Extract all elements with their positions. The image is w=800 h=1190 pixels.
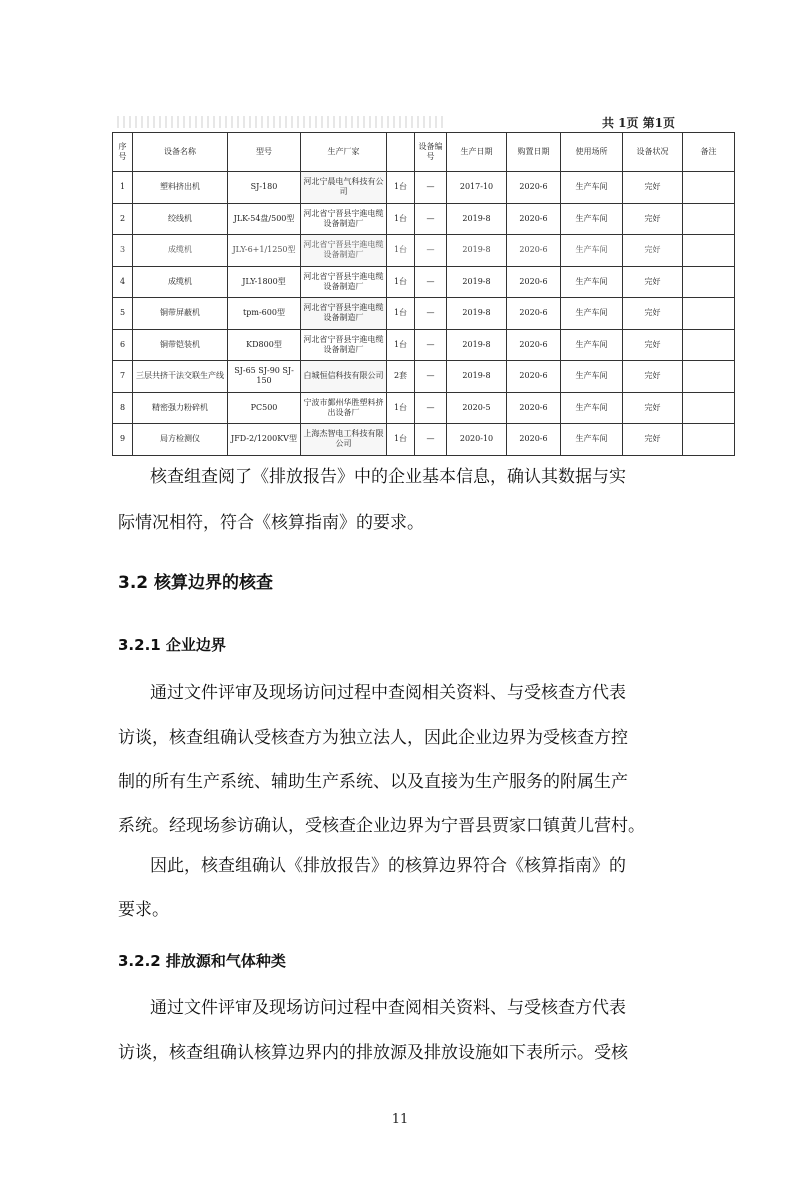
table-row — [113, 424, 735, 456]
cell-model: KD800型 — [228, 329, 301, 361]
cell-purchase-date: 2020-6 — [507, 172, 561, 204]
col-header-model: 型号 — [228, 133, 301, 172]
cell-model: JLK-54盘/500型 — [228, 203, 301, 235]
cell-number: — — [415, 298, 447, 330]
paragraph-1-line-2: 际情况相符，符合《核算指南》的要求。 — [118, 513, 424, 533]
cell-name: 铜带屏蔽机 — [133, 298, 228, 330]
paragraph-2-line-3: 制的所有生产系统、辅助生产系统、以及直接为生产服务的附属生产 — [118, 772, 628, 792]
cell-location: 生产车间 — [561, 266, 623, 298]
cell-status: 完好 — [623, 392, 683, 424]
cell-qty: 1台 — [387, 203, 415, 235]
cell-manufacturer: 上海杰智电工科技有限公司 — [301, 424, 387, 456]
cell-status: 完好 — [623, 298, 683, 330]
cell-number: — — [415, 203, 447, 235]
cell-index: 9 — [113, 424, 133, 456]
cell-manufacturer: 河北省宁晋县宇進电缆设备制造厂 — [301, 266, 387, 298]
cell-model: SJ-65 SJ-90 SJ-150 — [228, 361, 301, 393]
cell-name: 铜带铠装机 — [133, 329, 228, 361]
cell-purchase-date: 2020-6 — [507, 392, 561, 424]
cell-qty: 1台 — [387, 329, 415, 361]
cell-number: — — [415, 172, 447, 204]
cell-prod-date: 2017-10 — [447, 172, 507, 204]
cell-location: 生产车间 — [561, 203, 623, 235]
cell-number: — — [415, 424, 447, 456]
table-row — [113, 298, 735, 330]
cell-location: 生产车间 — [561, 361, 623, 393]
paragraph-2-line-4: 系统。经现场参访确认，受核查企业边界为宁晋县贾家口镇黄儿营村。 — [118, 816, 645, 836]
table-header-row — [113, 133, 735, 172]
col-header-location: 使用场所 — [561, 133, 623, 172]
table-page-info: 共 1页 第1页 — [601, 116, 675, 130]
cell-prod-date: 2019-8 — [447, 361, 507, 393]
cell-name: 绞线机 — [133, 203, 228, 235]
cell-index: 4 — [113, 266, 133, 298]
cell-index: 5 — [113, 298, 133, 330]
cell-remark — [683, 424, 735, 456]
cell-qty: 2套 — [387, 361, 415, 393]
cell-number: — — [415, 361, 447, 393]
cell-prod-date: 2019-8 — [447, 203, 507, 235]
cell-location: 生产车间 — [561, 392, 623, 424]
cell-name: 成缆机 — [133, 266, 228, 298]
table-row — [113, 203, 735, 235]
subsection-heading-3-2-2: 3.2.2 排放源和气体种类 — [118, 952, 286, 970]
col-header-manufacturer: 生产厂家 — [301, 133, 387, 172]
paragraph-3-line-2: 要求。 — [118, 900, 169, 920]
cell-remark — [683, 329, 735, 361]
paragraph-3-line-1: 因此，核查组确认《排放报告》的核算边界符合《核算指南》的 — [150, 856, 626, 876]
cell-location: 生产车间 — [561, 424, 623, 456]
table-row — [113, 172, 735, 204]
cell-remark — [683, 172, 735, 204]
col-header-index: 序号 — [113, 133, 133, 172]
cell-model: SJ-180 — [228, 172, 301, 204]
cell-prod-date: 2020-5 — [447, 392, 507, 424]
table-row — [113, 392, 735, 424]
paragraph-4-line-2: 访谈，核查组确认核算边界内的排放源及排放设施如下表所示。受核 — [118, 1043, 628, 1063]
col-header-purchase-date: 购置日期 — [507, 133, 561, 172]
cell-qty: 1台 — [387, 298, 415, 330]
cell-manufacturer: 河北省宁晋县宇進电缆设备制造厂 — [301, 329, 387, 361]
cell-qty: 1台 — [387, 172, 415, 204]
table-caption-area — [117, 112, 683, 132]
cell-qty: 1台 — [387, 235, 415, 267]
cell-status: 完好 — [623, 235, 683, 267]
section-heading-3-2: 3.2 核算边界的核查 — [118, 573, 274, 593]
cell-location: 生产车间 — [561, 329, 623, 361]
cell-remark — [683, 298, 735, 330]
subsection-heading-3-2-1: 3.2.1 企业边界 — [118, 636, 226, 654]
cell-status: 完好 — [623, 424, 683, 456]
cell-purchase-date: 2020-6 — [507, 203, 561, 235]
cell-manufacturer: 河北省宁晋县宇進电缆设备制造厂 — [301, 298, 387, 330]
cell-number: — — [415, 235, 447, 267]
cell-status: 完好 — [623, 203, 683, 235]
cell-name: 局方检测仪 — [133, 424, 228, 456]
cell-remark — [683, 266, 735, 298]
cell-model: tpm-600型 — [228, 298, 301, 330]
cell-index: 6 — [113, 329, 133, 361]
cell-purchase-date: 2020-6 — [507, 235, 561, 267]
cell-remark — [683, 235, 735, 267]
cell-status: 完好 — [623, 361, 683, 393]
cell-prod-date: 2019-8 — [447, 329, 507, 361]
col-header-number: 设备编号 — [415, 133, 447, 172]
cell-remark — [683, 361, 735, 393]
cell-purchase-date: 2020-6 — [507, 298, 561, 330]
paragraph-2-line-1: 通过文件评审及现场访问过程中查阅相关资料、与受核查方代表 — [150, 683, 626, 703]
cell-status: 完好 — [623, 266, 683, 298]
cell-number: — — [415, 329, 447, 361]
cell-purchase-date: 2020-6 — [507, 424, 561, 456]
cell-qty: 1台 — [387, 266, 415, 298]
col-header-qty — [387, 133, 415, 172]
col-header-name: 设备名称 — [133, 133, 228, 172]
cell-prod-date: 2019-8 — [447, 298, 507, 330]
cell-purchase-date: 2020-6 — [507, 329, 561, 361]
cell-purchase-date: 2020-6 — [507, 266, 561, 298]
cell-qty: 1台 — [387, 392, 415, 424]
cell-number: — — [415, 266, 447, 298]
col-header-status: 设备状况 — [623, 133, 683, 172]
paragraph-2-line-2: 访谈，核查组确认受核查方为独立法人，因此企业边界为受核查方控 — [118, 728, 628, 748]
cell-index: 1 — [113, 172, 133, 204]
cell-status: 完好 — [623, 329, 683, 361]
cell-index: 8 — [113, 392, 133, 424]
cell-index: 2 — [113, 203, 133, 235]
table-row — [113, 266, 735, 298]
cell-qty: 1台 — [387, 424, 415, 456]
cell-number: — — [415, 392, 447, 424]
cell-index: 7 — [113, 361, 133, 393]
page-number: 11 — [391, 1112, 409, 1127]
cell-model: JFD-2/1200KV型 — [228, 424, 301, 456]
cell-prod-date: 2020-10 — [447, 424, 507, 456]
cell-name: 精密强力粉碎机 — [133, 392, 228, 424]
cell-remark — [683, 392, 735, 424]
cell-status: 完好 — [623, 172, 683, 204]
cell-manufacturer: 宁波市鄞州华胜塑料挤出设备厂 — [301, 392, 387, 424]
cell-index: 3 — [113, 235, 133, 267]
cell-remark — [683, 203, 735, 235]
scan-noise — [117, 116, 447, 128]
col-header-remark: 备注 — [683, 133, 735, 172]
paragraph-4-line-1: 通过文件评审及现场访问过程中查阅相关资料、与受核查方代表 — [150, 998, 626, 1018]
cell-model: JLY-1800型 — [228, 266, 301, 298]
equipment-table — [112, 132, 735, 456]
cell-location: 生产车间 — [561, 172, 623, 204]
table-row — [113, 361, 735, 393]
table-row — [113, 329, 735, 361]
col-header-prod-date: 生产日期 — [447, 133, 507, 172]
cell-location: 生产车间 — [561, 298, 623, 330]
cell-name: 塑料挤出机 — [133, 172, 228, 204]
cell-model: JLY-6+1/1250型 — [228, 235, 301, 267]
cell-manufacturer: 河北宁晨电气科技有公司 — [301, 172, 387, 204]
cell-manufacturer: 白城恒信科技有限公司 — [301, 361, 387, 393]
cell-name: 成缆机 — [133, 235, 228, 267]
paragraph-1-line-1: 核查组查阅了《排放报告》中的企业基本信息，确认其数据与实 — [150, 467, 626, 487]
cell-prod-date: 2019-8 — [447, 235, 507, 267]
cell-manufacturer: 河北省宁晋县宇進电缆设备制造厂 — [301, 203, 387, 235]
cell-model: PC500 — [228, 392, 301, 424]
table-row — [113, 235, 735, 267]
cell-location: 生产车间 — [561, 235, 623, 267]
cell-prod-date: 2019-8 — [447, 266, 507, 298]
cell-name: 三层共挤干法交联生产线 — [133, 361, 228, 393]
cell-manufacturer: 河北省宁晋县宇進电缆设备制造厂 — [301, 235, 387, 267]
cell-purchase-date: 2020-6 — [507, 361, 561, 393]
